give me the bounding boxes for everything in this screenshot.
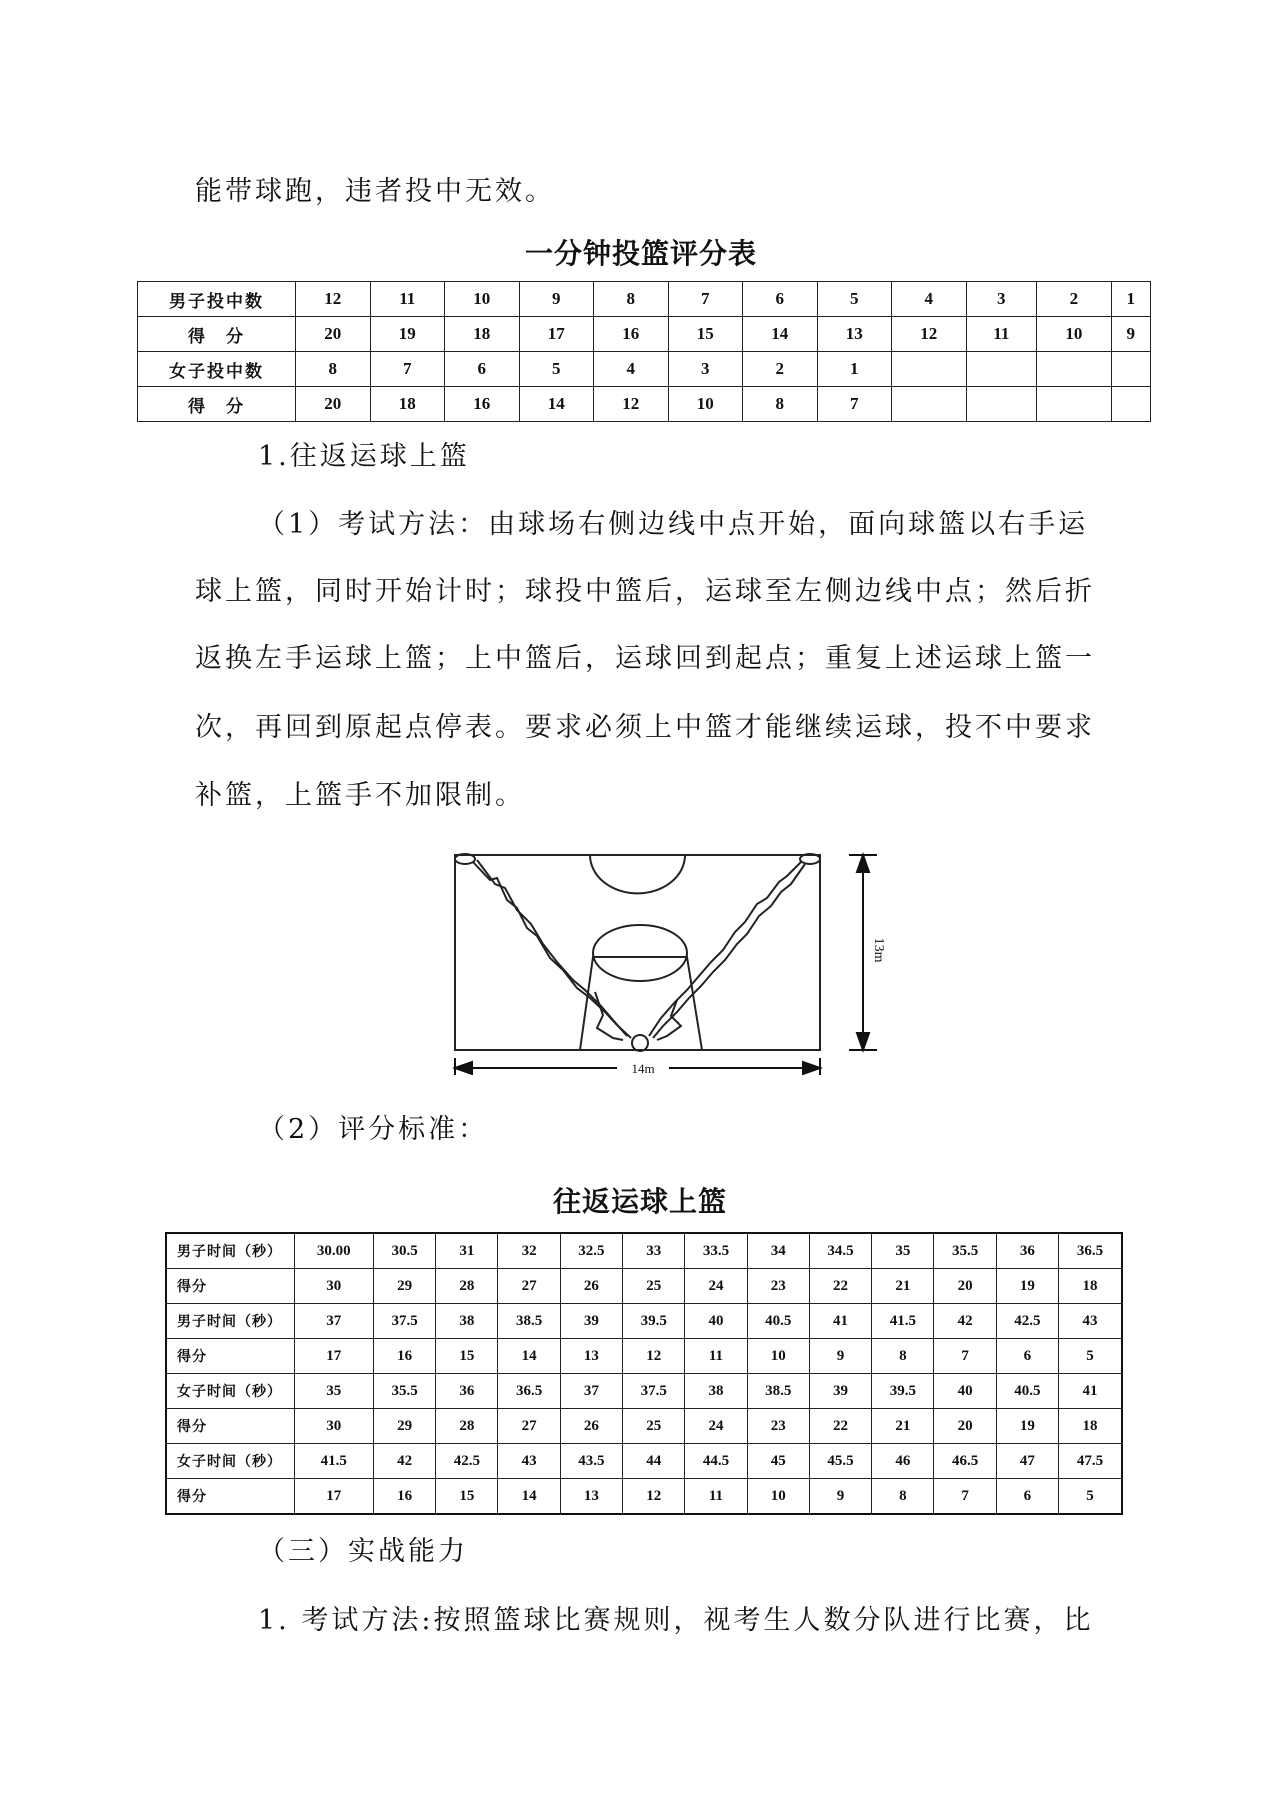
table2-cell: 32.5 — [560, 1233, 622, 1269]
table2-row — [166, 1374, 1122, 1409]
table2-cell: 18 — [1059, 1409, 1122, 1444]
table1-cell: 1 — [1111, 282, 1150, 317]
table2-cell: 17 — [294, 1479, 373, 1515]
table1-cell: 10 — [1037, 317, 1112, 352]
table1-cell: 3 — [966, 282, 1037, 317]
table2-cell: 31 — [436, 1233, 498, 1269]
table2-cell: 41.5 — [872, 1304, 934, 1339]
table2-cell: 36 — [996, 1233, 1058, 1269]
table1-cell: 20 — [296, 387, 371, 422]
table2-cell: 40 — [934, 1374, 996, 1409]
table1-cell: 6 — [445, 352, 520, 387]
table2-cell: 30.00 — [294, 1233, 373, 1269]
table2-cell: 46.5 — [934, 1444, 996, 1479]
table2-cell: 8 — [872, 1479, 934, 1515]
table1-cell: 13 — [817, 317, 892, 352]
table2-cell: 19 — [996, 1269, 1058, 1304]
table2-cell: 39 — [809, 1374, 871, 1409]
table1-title: 一分钟投篮评分表 — [525, 237, 758, 270]
table2-cell: 39.5 — [623, 1304, 685, 1339]
table2-row-header: 得分 — [166, 1409, 294, 1444]
table1-cell: 5 — [519, 352, 594, 387]
table2-cell: 35 — [294, 1374, 373, 1409]
table2-row — [166, 1444, 1122, 1479]
table2-cell: 37 — [560, 1374, 622, 1409]
table2-cell: 17 — [294, 1339, 373, 1374]
table1-row-header: 得 分 — [138, 387, 296, 422]
table2-cell: 30 — [294, 1409, 373, 1444]
table2-cell: 5 — [1059, 1339, 1122, 1374]
section-heading-match-ability: （三）实战能力 — [258, 1536, 468, 1567]
table2-cell: 38.5 — [747, 1374, 809, 1409]
table2-row-header: 得分 — [166, 1339, 294, 1374]
table2-cell: 29 — [373, 1409, 435, 1444]
table2-cell: 45 — [747, 1444, 809, 1479]
table2-cell: 27 — [498, 1269, 560, 1304]
table1-row — [138, 282, 1151, 317]
table1-cell — [1037, 352, 1112, 387]
table2-cell: 6 — [996, 1339, 1058, 1374]
table2-cell: 44.5 — [685, 1444, 747, 1479]
table2-cell: 28 — [436, 1409, 498, 1444]
table2-row — [166, 1233, 1122, 1269]
table1-cell: 12 — [296, 282, 371, 317]
table2-cell: 22 — [809, 1269, 871, 1304]
table2-cell: 42 — [934, 1304, 996, 1339]
table1-cell: 12 — [892, 317, 967, 352]
table1-cell: 4 — [892, 282, 967, 317]
table2-cell: 9 — [809, 1479, 871, 1515]
table2-cell: 42.5 — [996, 1304, 1058, 1339]
table2-cell: 34.5 — [809, 1233, 871, 1269]
table1-cell: 7 — [668, 282, 743, 317]
table2-cell: 34 — [747, 1233, 809, 1269]
table2-cell: 26 — [560, 1269, 622, 1304]
table1-row — [138, 387, 1151, 422]
table2-cell: 10 — [747, 1479, 809, 1515]
table1-cell — [966, 387, 1037, 422]
court-outline — [455, 855, 820, 1050]
table2-cell: 41 — [809, 1304, 871, 1339]
table1-row-header: 男子投中数 — [138, 282, 296, 317]
dribble-layup-score-table — [165, 1232, 1123, 1515]
table1-cell — [892, 352, 967, 387]
table2-cell: 7 — [934, 1339, 996, 1374]
table2-row-header: 男子时间（秒） — [166, 1304, 294, 1339]
table1-row-header: 得 分 — [138, 317, 296, 352]
section-heading-dribble-layup: 1.往返运球上篮 — [258, 441, 470, 472]
table2-row — [166, 1479, 1122, 1515]
table2-cell: 30 — [294, 1269, 373, 1304]
table2-cell: 43.5 — [560, 1444, 622, 1479]
table2-row-header: 得分 — [166, 1479, 294, 1515]
table2-cell: 41.5 — [294, 1444, 373, 1479]
table1-cell: 14 — [519, 387, 594, 422]
court-diagram — [445, 840, 905, 1075]
table2-cell: 11 — [685, 1479, 747, 1515]
table2-cell: 30.5 — [373, 1233, 435, 1269]
table2-cell: 39 — [560, 1304, 622, 1339]
table2-cell: 27 — [498, 1409, 560, 1444]
table1-cell: 10 — [445, 282, 520, 317]
table2-cell: 40.5 — [747, 1304, 809, 1339]
table1-cell: 16 — [445, 387, 520, 422]
table2-cell: 40.5 — [996, 1374, 1058, 1409]
table2-cell: 13 — [560, 1339, 622, 1374]
table2-cell: 16 — [373, 1479, 435, 1515]
center-circle-arc — [590, 855, 685, 893]
method-line-2: 球上篮，同时开始计时；球投中篮后，运球至左侧边线中点；然后折 — [195, 576, 1095, 607]
table2-cell: 37.5 — [373, 1304, 435, 1339]
table2-cell: 42.5 — [436, 1444, 498, 1479]
table2-cell: 37 — [294, 1304, 373, 1339]
table2-cell: 38.5 — [498, 1304, 560, 1339]
table1-cell: 18 — [370, 387, 445, 422]
table1-cell: 18 — [445, 317, 520, 352]
table2-row-header: 得分 — [166, 1269, 294, 1304]
table1-cell: 20 — [296, 317, 371, 352]
free-throw-circle — [593, 925, 687, 981]
table1-cell — [1111, 352, 1150, 387]
table2-cell: 38 — [436, 1304, 498, 1339]
table1-cell: 14 — [743, 317, 818, 352]
table1-cell: 12 — [594, 387, 669, 422]
table1-cell: 19 — [370, 317, 445, 352]
table2-cell: 35 — [872, 1233, 934, 1269]
table2-cell: 16 — [373, 1339, 435, 1374]
basket-icon — [632, 1035, 648, 1051]
table2-cell: 21 — [872, 1409, 934, 1444]
table2-title: 往返运球上篮 — [553, 1185, 728, 1218]
table2-cell: 8 — [872, 1339, 934, 1374]
table2-cell: 24 — [685, 1269, 747, 1304]
table2-row — [166, 1409, 1122, 1444]
table1-cell: 7 — [370, 352, 445, 387]
table1-row — [138, 352, 1151, 387]
table2-cell: 12 — [623, 1479, 685, 1515]
table1-cell: 2 — [743, 352, 818, 387]
table2-cell: 24 — [685, 1409, 747, 1444]
table2-cell: 36.5 — [498, 1374, 560, 1409]
table2-cell: 20 — [934, 1409, 996, 1444]
table2-cell: 12 — [623, 1339, 685, 1374]
table2-cell: 29 — [373, 1269, 435, 1304]
table1-cell: 10 — [668, 387, 743, 422]
table2-cell: 25 — [623, 1409, 685, 1444]
table2-cell: 23 — [747, 1269, 809, 1304]
table2-row — [166, 1304, 1122, 1339]
table2-cell: 21 — [872, 1269, 934, 1304]
table1-cell: 11 — [966, 317, 1037, 352]
table2-row-header: 女子时间（秒） — [166, 1374, 294, 1409]
method-line-4: 次，再回到原起点停表。要求必须上中篮才能继续运球，投不中要求 — [195, 712, 1095, 743]
table1-cell: 1 — [817, 352, 892, 387]
table2-cell: 6 — [996, 1479, 1058, 1515]
table1-cell: 5 — [817, 282, 892, 317]
table2-cell: 13 — [560, 1479, 622, 1515]
table1-cell — [892, 387, 967, 422]
table1-cell — [1037, 387, 1112, 422]
table2-row-header: 女子时间（秒） — [166, 1444, 294, 1479]
table2-cell: 42 — [373, 1444, 435, 1479]
table1-cell — [966, 352, 1037, 387]
table2-cell: 11 — [685, 1339, 747, 1374]
table2-cell: 33.5 — [685, 1233, 747, 1269]
table1-cell: 9 — [519, 282, 594, 317]
match-method-line: 1. 考试方法:按照篮球比赛规则，视考生人数分队进行比赛，比 — [258, 1605, 1094, 1636]
scoring-standard-heading: （2）评分标准： — [258, 1114, 489, 1145]
table2-cell: 37.5 — [623, 1374, 685, 1409]
table2-cell: 20 — [934, 1269, 996, 1304]
table2-cell: 7 — [934, 1479, 996, 1515]
table2-cell: 15 — [436, 1479, 498, 1515]
table2-cell: 5 — [1059, 1479, 1122, 1515]
table1-row-header: 女子投中数 — [138, 352, 296, 387]
table2-cell: 14 — [498, 1479, 560, 1515]
paragraph-continuation: 能带球跑，违者投中无效。 — [195, 176, 555, 207]
table2-cell: 18 — [1059, 1269, 1122, 1304]
table2-cell: 25 — [623, 1269, 685, 1304]
width-dimension-label: 14m — [631, 1061, 655, 1075]
table1-cell: 2 — [1037, 282, 1112, 317]
table1-cell: 4 — [594, 352, 669, 387]
table1-cell: 8 — [296, 352, 371, 387]
height-dimension-label: 13m — [871, 937, 886, 963]
table2-cell: 47 — [996, 1444, 1058, 1479]
table2-cell: 28 — [436, 1269, 498, 1304]
table1-cell: 7 — [817, 387, 892, 422]
method-line-1: （1）考试方法：由球场右侧边线中点开始，面向球篮以右手运 — [258, 509, 1089, 540]
table2-cell: 23 — [747, 1409, 809, 1444]
table1-cell — [1111, 387, 1150, 422]
table2-cell: 26 — [560, 1409, 622, 1444]
table2-cell: 39.5 — [872, 1374, 934, 1409]
table2-cell: 35.5 — [934, 1233, 996, 1269]
table1-cell: 9 — [1111, 317, 1150, 352]
table2-cell: 41 — [1059, 1374, 1122, 1409]
table1-cell: 16 — [594, 317, 669, 352]
table1-cell: 8 — [594, 282, 669, 317]
table2-cell: 46 — [872, 1444, 934, 1479]
shooting-score-table — [137, 281, 1151, 422]
table2-cell: 14 — [498, 1339, 560, 1374]
table2-cell: 22 — [809, 1409, 871, 1444]
method-line-5: 补篮，上篮手不加限制。 — [195, 780, 525, 811]
table2-row-header: 男子时间（秒） — [166, 1233, 294, 1269]
table2-cell: 33 — [623, 1233, 685, 1269]
table2-cell: 15 — [436, 1339, 498, 1374]
table1-cell: 6 — [743, 282, 818, 317]
table2-cell: 35.5 — [373, 1374, 435, 1409]
table2-cell: 19 — [996, 1409, 1058, 1444]
table2-cell: 10 — [747, 1339, 809, 1374]
table2-cell: 36.5 — [1059, 1233, 1122, 1269]
table2-cell: 44 — [623, 1444, 685, 1479]
table2-row — [166, 1269, 1122, 1304]
dribble-path-left — [473, 862, 631, 1038]
table2-cell: 43 — [1059, 1304, 1122, 1339]
table1-cell: 17 — [519, 317, 594, 352]
table2-cell: 32 — [498, 1233, 560, 1269]
table2-cell: 38 — [685, 1374, 747, 1409]
table2-cell: 9 — [809, 1339, 871, 1374]
table2-cell: 43 — [498, 1444, 560, 1479]
table1-cell: 11 — [370, 282, 445, 317]
table2-row — [166, 1339, 1122, 1374]
table1-cell: 3 — [668, 352, 743, 387]
table2-cell: 45.5 — [809, 1444, 871, 1479]
table2-cell: 47.5 — [1059, 1444, 1122, 1479]
table2-cell: 36 — [436, 1374, 498, 1409]
dribble-path-right — [649, 862, 801, 1036]
table1-cell: 8 — [743, 387, 818, 422]
method-line-3: 返换左手运球上篮；上中篮后，运球回到起点；重复上述运球上篮一 — [195, 643, 1095, 674]
table1-row — [138, 317, 1151, 352]
table2-cell: 40 — [685, 1304, 747, 1339]
table1-cell: 15 — [668, 317, 743, 352]
